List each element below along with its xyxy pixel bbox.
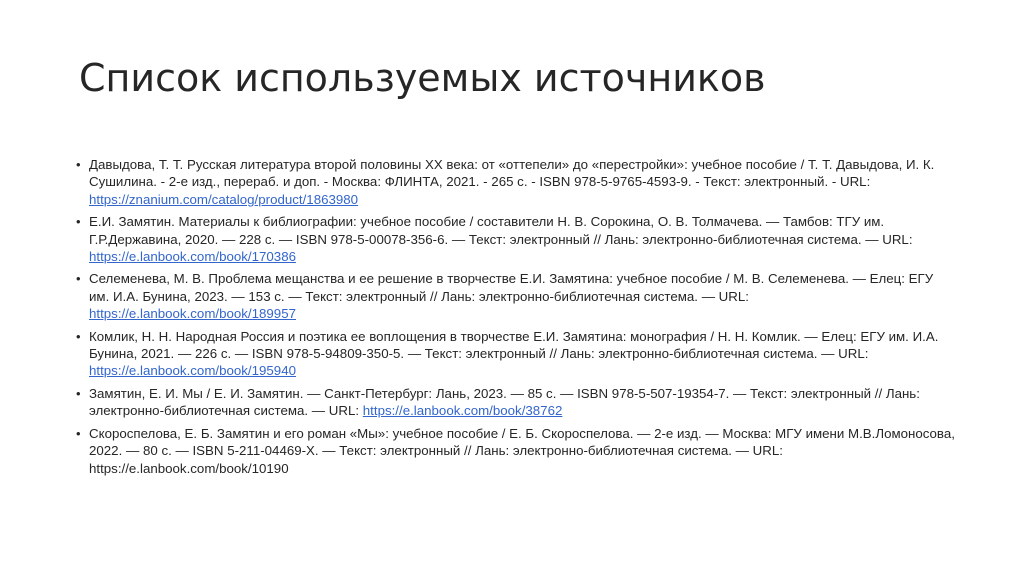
reference-item <box>76 213 956 265</box>
bullet-icon: • <box>76 157 81 172</box>
bullet-icon: • <box>76 328 81 344</box>
reference-text: Давыдова, Т. Т. Русская литература второй половины XX века: от «оттепели» до «перестройки»: учебное пособие / Т. Т. Давыдова, И. К. Сушилина. - 2-е изд., перераб. и доп. - Москва: ФЛИНТА, 2021. - 265 с. - ISBN 978-5-9765-4593-9. - Текст: электронный. - URL: <box>89 157 935 190</box>
bullet-icon: • <box>76 425 81 441</box>
bullet-icon: • <box>76 385 81 401</box>
reference-list <box>76 156 956 482</box>
reference-item <box>76 156 956 208</box>
reference-link[interactable]: https://znanium.com/catalog/product/1863980 <box>89 191 359 207</box>
reference-text: Е.И. Замятин. Материалы к библиографии: учебное пособие / составители Н. В. Сорокина, О. В. Толмачева. — Тамбов: ТГУ им. Г.Р.Державина, 2020. — 228 с. — ISBN 978-5-00078-356-6. — Текст: электронный // Лань: электронно-библиотечная система. — URL: <box>89 214 913 247</box>
reference-link[interactable]: https://e.lanbook.com/book/170386 <box>89 249 296 265</box>
reference-item <box>76 328 956 380</box>
bullet-icon: • <box>76 271 81 287</box>
reference-link[interactable]: https://e.lanbook.com/book/195940 <box>89 363 296 379</box>
slide-title: Список используемых источников <box>79 56 766 100</box>
reference-item <box>76 385 956 420</box>
reference-link[interactable]: https://e.lanbook.com/book/38762 <box>362 403 563 419</box>
reference-text: Скороспелова, Е. Б. Замятин и его роман «Мы»: учебное пособие / Е. Б. Скороспелова. — 2-е изд. — Москва: МГУ имени М.В.Ломоносова, 2022. — 80 с. — ISBN 5-211-04469-X. — Текст: электронный // Лань: электронно-библиотечная система. — URL: https://e.lanbook.com/book/10190 <box>89 425 955 476</box>
bullet-icon: • <box>76 214 81 230</box>
reference-text: Комлик, Н. Н. Народная Россия и поэтика ее воплощения в творчестве Е.И. Замятина: монография / Н. Н. Комлик. — Елец: ЕГУ им. И.А. Бунина, 2021. — 226 с. — ISBN 978-5-94809-350-5. — Текст: электронный // Лань: электронно-библиотечная система. — URL: <box>89 328 939 362</box>
reference-text: Селеменева, М. В. Проблема мещанства и ее решение в творчестве Е.И. Замятина: учебное пособие / М. В. Селеменева. — Елец: ЕГУ им. И.А. Бунина, 2023. — 153 с. — Текст: электронный // Лань: электронно-библиотечная система. — URL: <box>89 271 934 304</box>
reference-text: Замятин, Е. И. Мы / Е. И. Замятин. — Санкт-Петербург: Лань, 2023. — 85 с. — ISBN 978-5-507-19354-7. — Текст: электронный // Лань: электронно-библиотечная система. — URL: <box>89 385 920 419</box>
reference-link[interactable]: https://e.lanbook.com/book/189957 <box>89 306 296 322</box>
reference-item <box>76 270 956 322</box>
reference-item <box>76 425 956 477</box>
